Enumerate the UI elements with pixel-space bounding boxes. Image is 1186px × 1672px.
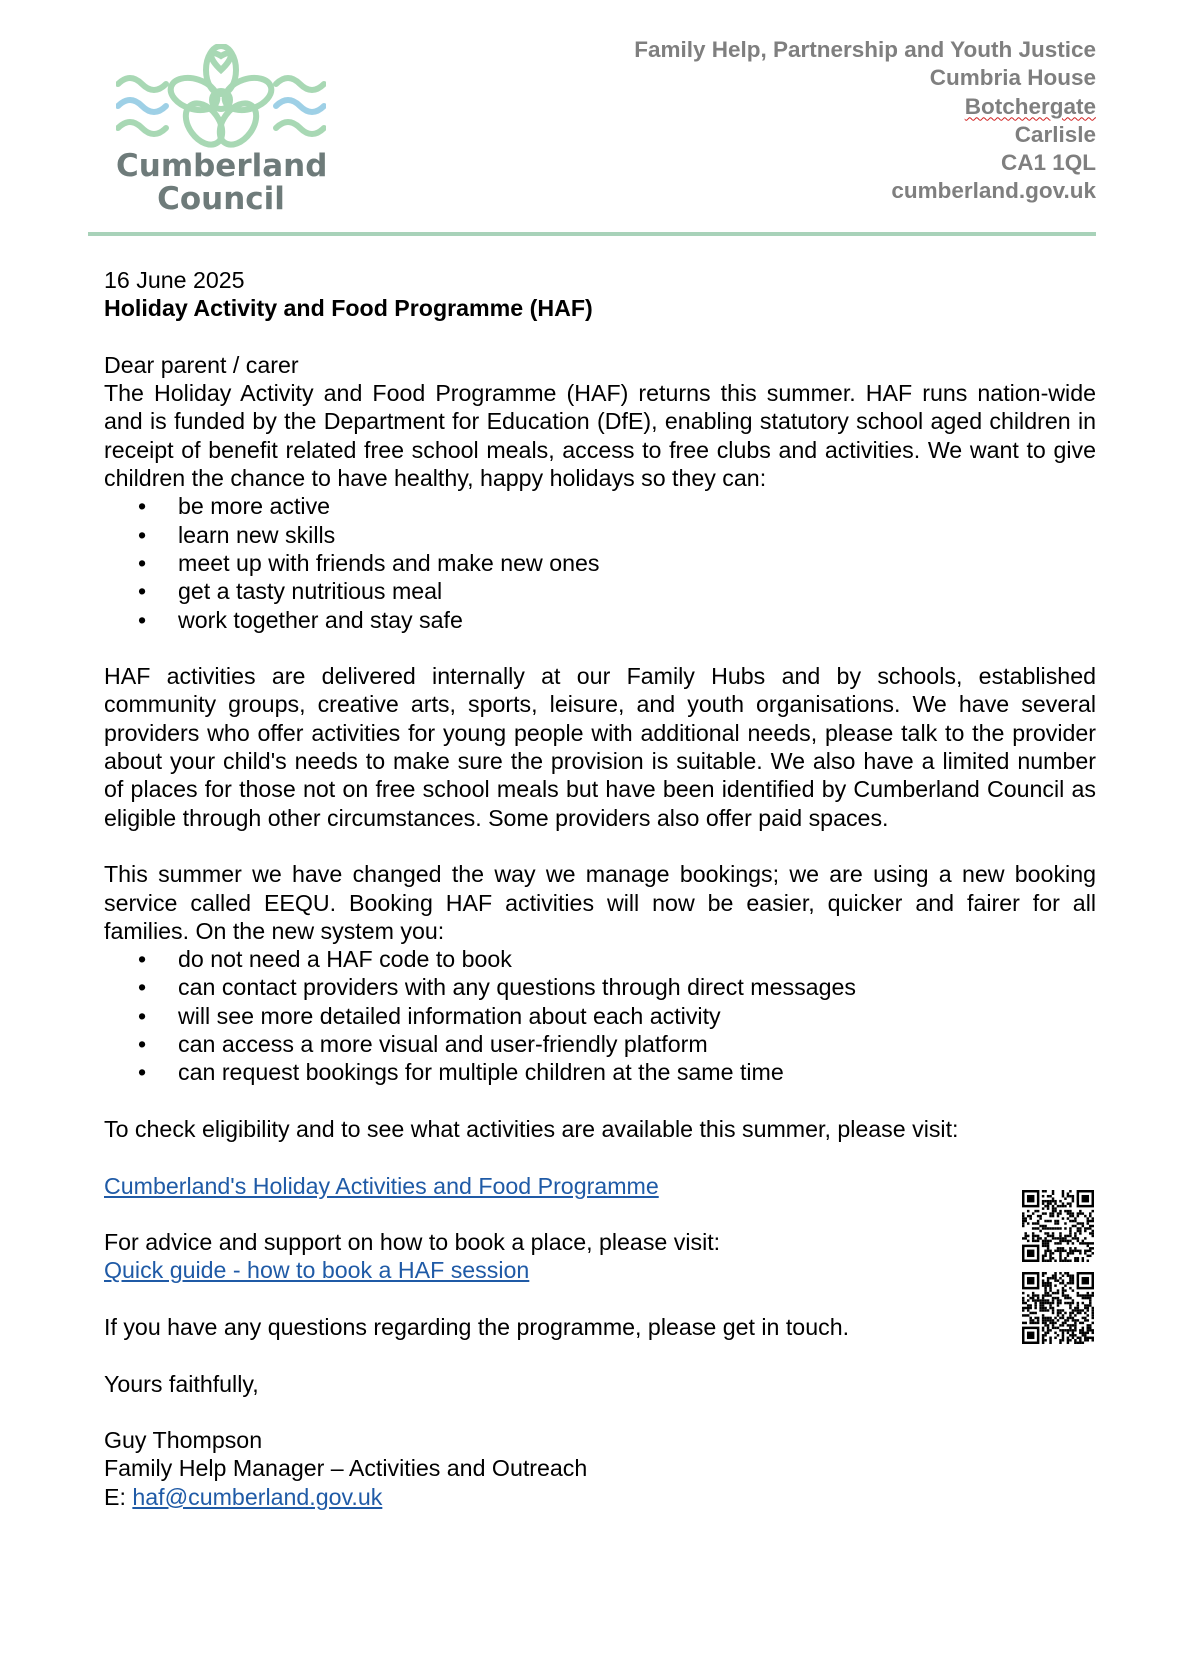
header-divider [88,232,1096,236]
list-item: • meet up with friends and make new ones [104,549,1096,577]
guide-qr-code-icon[interactable] [1022,1272,1094,1344]
address-line-department: Family Help, Partnership and Youth Justice [634,37,1096,62]
email-label: E: [104,1483,133,1510]
list-item: • will see more detailed information about each activity [104,1002,1096,1030]
programme-link[interactable]: Cumberland's Holiday Activities and Food Programme [104,1172,659,1199]
list-item: • can request bookings for multiple children at the same time [104,1058,1096,1086]
flower-waves-logo-icon [116,44,326,154]
list-item: • learn new skills [104,521,1096,549]
advice-text: For advice and support on how to book a place, please visit: [104,1229,721,1256]
list-item: • can contact providers with any questions through direct messages [104,973,1096,1001]
benefits-list [104,492,1096,633]
letter-title: Holiday Activity and Food Programme (HAF) [104,295,593,322]
letter-body [104,266,1096,1511]
email-link[interactable]: haf@cumberland.gov.uk [132,1483,383,1510]
list-item: • work together and stay safe [104,606,1096,634]
questions-text: If you have any questions regarding the programme, please get in touch. [104,1313,850,1340]
list-item: • get a tasty nutritious meal [104,577,1096,605]
list-item: • do not need a HAF code to book [104,945,1096,973]
eligibility-text: To check eligibility and to see what activities are available this summer, please visit: [104,1115,959,1142]
features-list [104,945,1096,1086]
address-line-town: Carlisle [1014,121,1096,147]
list-item: • be more active [104,492,1096,520]
council-logo [116,44,326,224]
sign-off: Yours faithfully, [104,1370,259,1397]
signatory-name: Guy Thompson [104,1427,263,1454]
list-item: • can access a more visual and user-friendly platform [104,1030,1096,1058]
quick-guide-link[interactable]: Quick guide - how to book a HAF session [104,1257,530,1284]
address-line-postcode: CA1 1QL [1000,150,1096,176]
logo-line-1: Cumberland [116,148,328,184]
salutation: Dear parent / carer [104,351,299,378]
delivery-paragraph: HAF activities are delivered internally at our Family Hubs and by schools, established community groups, creative arts, sports, leisure, and youth organisations. We have several providers who offer activities for young people with additional needs, please talk to the provider about your child's needs to make sure the provision is suitable. We also have a limited number of places for those not on free school meals but have been identified by Cumberland Council as eligible through other circumstances. Some providers also offer paid spaces. [104,663,1096,831]
intro-paragraph: The Holiday Activity and Food Programme (HAF) returns this summer. HAF runs nation-wide and is funded by the Department for Education (DfE), enabling statutory school aged children in receipt of benefit related free school meals, access to free clubs and activities. We want to give children the chance to have healthy, happy holidays so they can: [104,380,1096,492]
logo-line-2: Council [157,181,285,217]
contact-email-line [104,1483,1096,1511]
address-line-street: Botchergate [964,93,1096,119]
programme-qr-code-icon[interactable] [1022,1190,1094,1262]
booking-paragraph: This summer we have changed the way we manage bookings; we are using a new booking service called EEQU. Booking HAF activities will now be easier, quicker and fairer for all families. On the new system you: [104,861,1096,944]
letter-date: 16 June 2025 [104,267,245,293]
logo-wordmark [116,150,326,216]
address-line-building: Cumbria House [929,65,1096,91]
letterhead [88,0,1096,238]
signatory-role: Family Help Manager – Activities and Outreach [104,1455,588,1482]
sender-address [634,36,1096,206]
address-line-website: cumberland.gov.uk [891,178,1096,204]
